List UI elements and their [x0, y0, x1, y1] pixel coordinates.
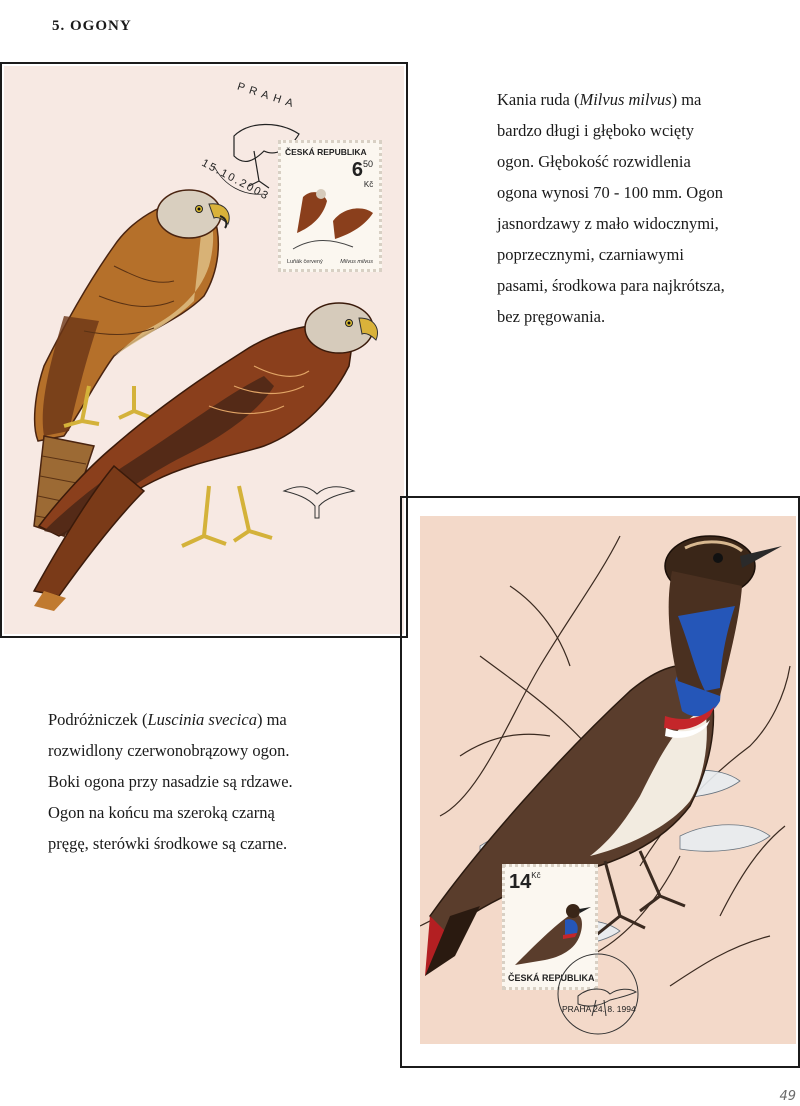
kite-desc-line-2: ogon. Głębokość rozwidlenia: [497, 152, 691, 171]
kite-description: Kania ruda (Milvus milvus) ma bardzo długi i głęboko wcięty ogon. Głębokość rozwidlenia ogona wynosi 70 - 100 mm. Ogon jasnordzawy z mało widocznymi, poprzecznymi, czarniawymi pasami, środkowa para najkrótsza, bez pręgowania.: [497, 84, 797, 332]
kite-card: [4, 66, 404, 634]
kite-name: Kania ruda: [497, 90, 570, 109]
bluethroat-stamp-country: ČESKÁ REPUBLIKA: [508, 973, 595, 983]
kite-desc-line-7: bez pręgowania.: [497, 307, 606, 326]
bluethroat-postmark: [550, 952, 646, 1044]
kite-postmark-city: PRAHA: [235, 80, 300, 112]
bluethroat-drawing: [425, 536, 782, 976]
bluethroat-desc-line-2: Boki ogona przy nasadzie są rdzawe.: [48, 772, 293, 791]
kite-desc-line-1: bardzo długi i głęboko wcięty: [497, 121, 695, 140]
page-heading: 5. OGONY: [52, 18, 132, 34]
bluethroat-latin-name: Luscinia svecica: [147, 710, 257, 729]
kite-latin-name: Milvus milvus: [579, 90, 672, 109]
kite-postmark-date: 15.10.2003: [199, 157, 272, 203]
bluethroat-desc-line-3: Ogon na końcu ma szeroką czarną: [48, 803, 275, 822]
bluethroat-name: Podróżniczek: [48, 710, 138, 729]
bluethroat-desc-line-4: pręgę, sterówki środkowe są czarne.: [48, 834, 288, 853]
kite-stamp-caption-latin: Milvus milvus: [340, 259, 373, 265]
bluethroat-postmark-text: PRAHA 24. 8. 1994: [562, 1004, 636, 1014]
bluethroat-description: Podróżniczek (Luscinia svecica) ma rozwidlony czerwonobrązowy ogon. Boki ogona przy nasadzie są rdzawe. Ogon na końcu ma szeroką czarną pręgę, sterówki środkowe są czarne.: [48, 704, 388, 859]
kite-silhouette-icon: [284, 487, 354, 518]
kite-stamp-value: $6^{50}$ $^{Kč}$: [351, 159, 374, 189]
kite-stamp-caption-cz: Luňák červený: [287, 259, 323, 265]
page-number: 49: [779, 1089, 796, 1104]
kite-stamp: [278, 140, 382, 272]
bluethroat-stamp-value: $14^{Kč}$: [509, 871, 541, 893]
kite-desc-line-5: poprzecznymi, czarniawymi: [497, 245, 684, 264]
kite-stamp-country: ČESKÁ REPUBLIKA: [285, 147, 367, 157]
bluethroat-card: [420, 516, 796, 1044]
kite-desc-line-4: jasnordzawy z mało widocznymi,: [497, 214, 719, 233]
kite-desc-line-3: ogona wynosi 70 - 100 mm. Ogon: [497, 183, 723, 202]
kite-desc-line-6: pasami, środkowa para najkrótsza,: [497, 276, 725, 295]
bluethroat-desc-line-1: rozwidlony czerwonobrązowy ogon.: [48, 741, 290, 760]
